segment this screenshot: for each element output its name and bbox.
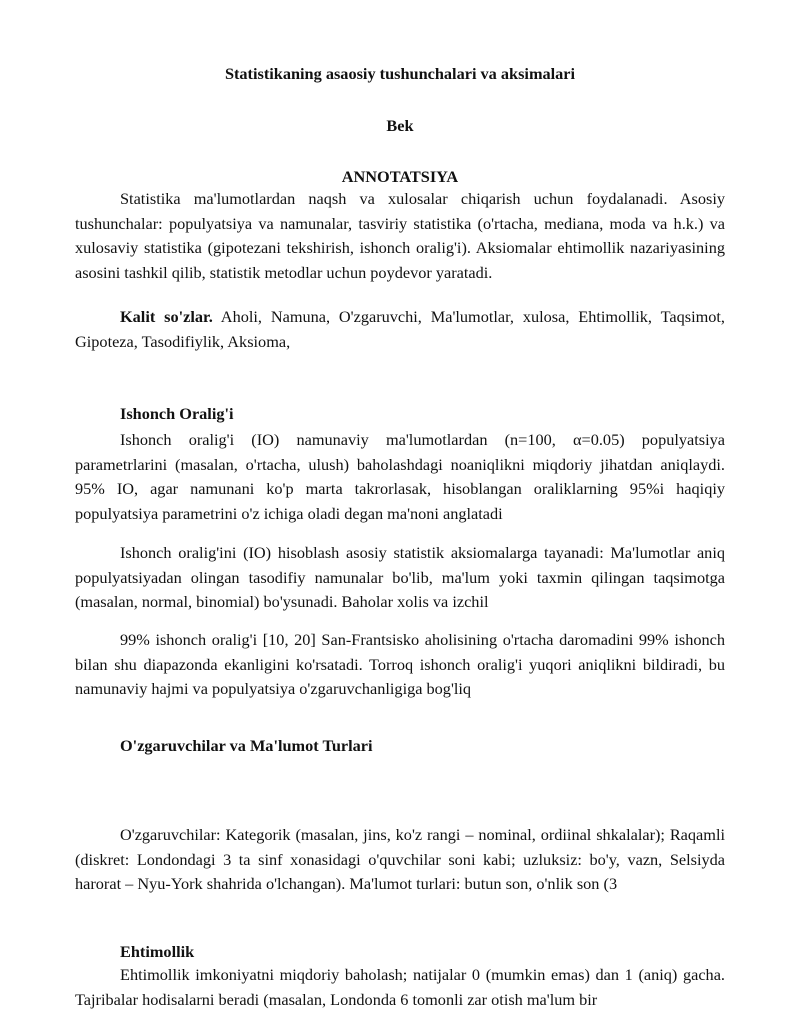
abstract-paragraph: Statistika ma'lumotlardan naqsh va xulosalar chiqarish uchun foydalanadi. Asosiy tushunchalar: populyatsiya va namunalar, tasviriy statistika (o'rtacha, mediana, moda va h.k.) va xulosaviy statistika (gipotezani tekshirish, ishonch oralig'i). Aksiomalar ehtimollik nazariyasining asosini tashkil qilib, statistik metodlar uchun poydevor yaratadi. (75, 189, 725, 282)
author-name: Bek (386, 116, 414, 135)
section-paragraph: Ishonch oralig'i (IO) namunaviy ma'lumotlardan (n=100, α=0.05) populyatsiya parametrlarini (masalan, o'rtacha, ulush) baholashdagi noaniqlikni miqdoriy jihatdan aniqlaydi. 95% IO, agar namunani ko'p marta takrorlasak, hisoblangan oraliklarning 95%i haqiqiy populyatsiya parametrini o'z ichiga oladi degan ma'noni anglatadi (75, 430, 725, 523)
section-heading-probability: Ehtimollik (120, 942, 195, 961)
keywords-list: Aholi, Namuna, O'zgaruvchi, Ma'lumotlar, xulosa, Ehtimollik, Taqsimot, Gipoteza, Tasodifiylik, Aksioma, (75, 307, 725, 351)
section-paragraph: Ishonch oralig'ini (IO) hisoblash asosiy statistik aksiomalarga tayanadi: Ma'lumotlar aniq populyatsiyadan olingan tasodifiy namunalar bo'lib, ma'lum yoki taxmin qilingan taqsimotga (masalan, normal, binomial) bo'ysunadi. Baholar xolis va izchil (75, 543, 725, 611)
keywords-paragraph (75, 305, 725, 354)
section-heading-variables: O'zgaruvchilar va Ma'lumot Turlari (120, 736, 373, 755)
document-title: Statistikaning asaosiy tushunchalari va aksimalari (224, 64, 576, 83)
section-paragraph: Ehtimollik imkoniyatni miqdoriy baholash; natijalar 0 (mumkin emas) dan 1 (aniq) gacha. Tajribalar hodisalarni beradi (masalan, Londonda 6 tomonli zar otish ma'lum bir (75, 965, 725, 1009)
abstract-heading: ANNOTATSIYA (341, 167, 459, 186)
keywords-label: Kalit so'zlar. (120, 307, 213, 326)
section-heading-confidence-interval: Ishonch Oralig'i (120, 404, 234, 423)
section-paragraph: 99% ishonch oralig'i [10, 20] San-Frantsisko aholisining o'rtacha daromadini 99% ishonch bilan shu diapazonda ekanligini ko'rsatadi. Torroq ishonch oralig'i yuqori aniqlikni bildiradi, bu namunaviy hajmi va populyatsiya o'zgaruvchanligiga bog'liq (75, 630, 725, 698)
section-paragraph: O'zgaruvchilar: Kategorik (masalan, jins, ko'z rangi – nominal, ordiinal shkalalar); Raqamli (diskret: Londondagi 3 ta sinf xonasidagi o'quvchilar soni kabi; uzluksiz: bo'y, vazn, Selsiyda harorat – Nyu-York shahrida o'lchangan). Ma'lumot turlari: butun son, o'nlik son (3 (75, 825, 725, 893)
